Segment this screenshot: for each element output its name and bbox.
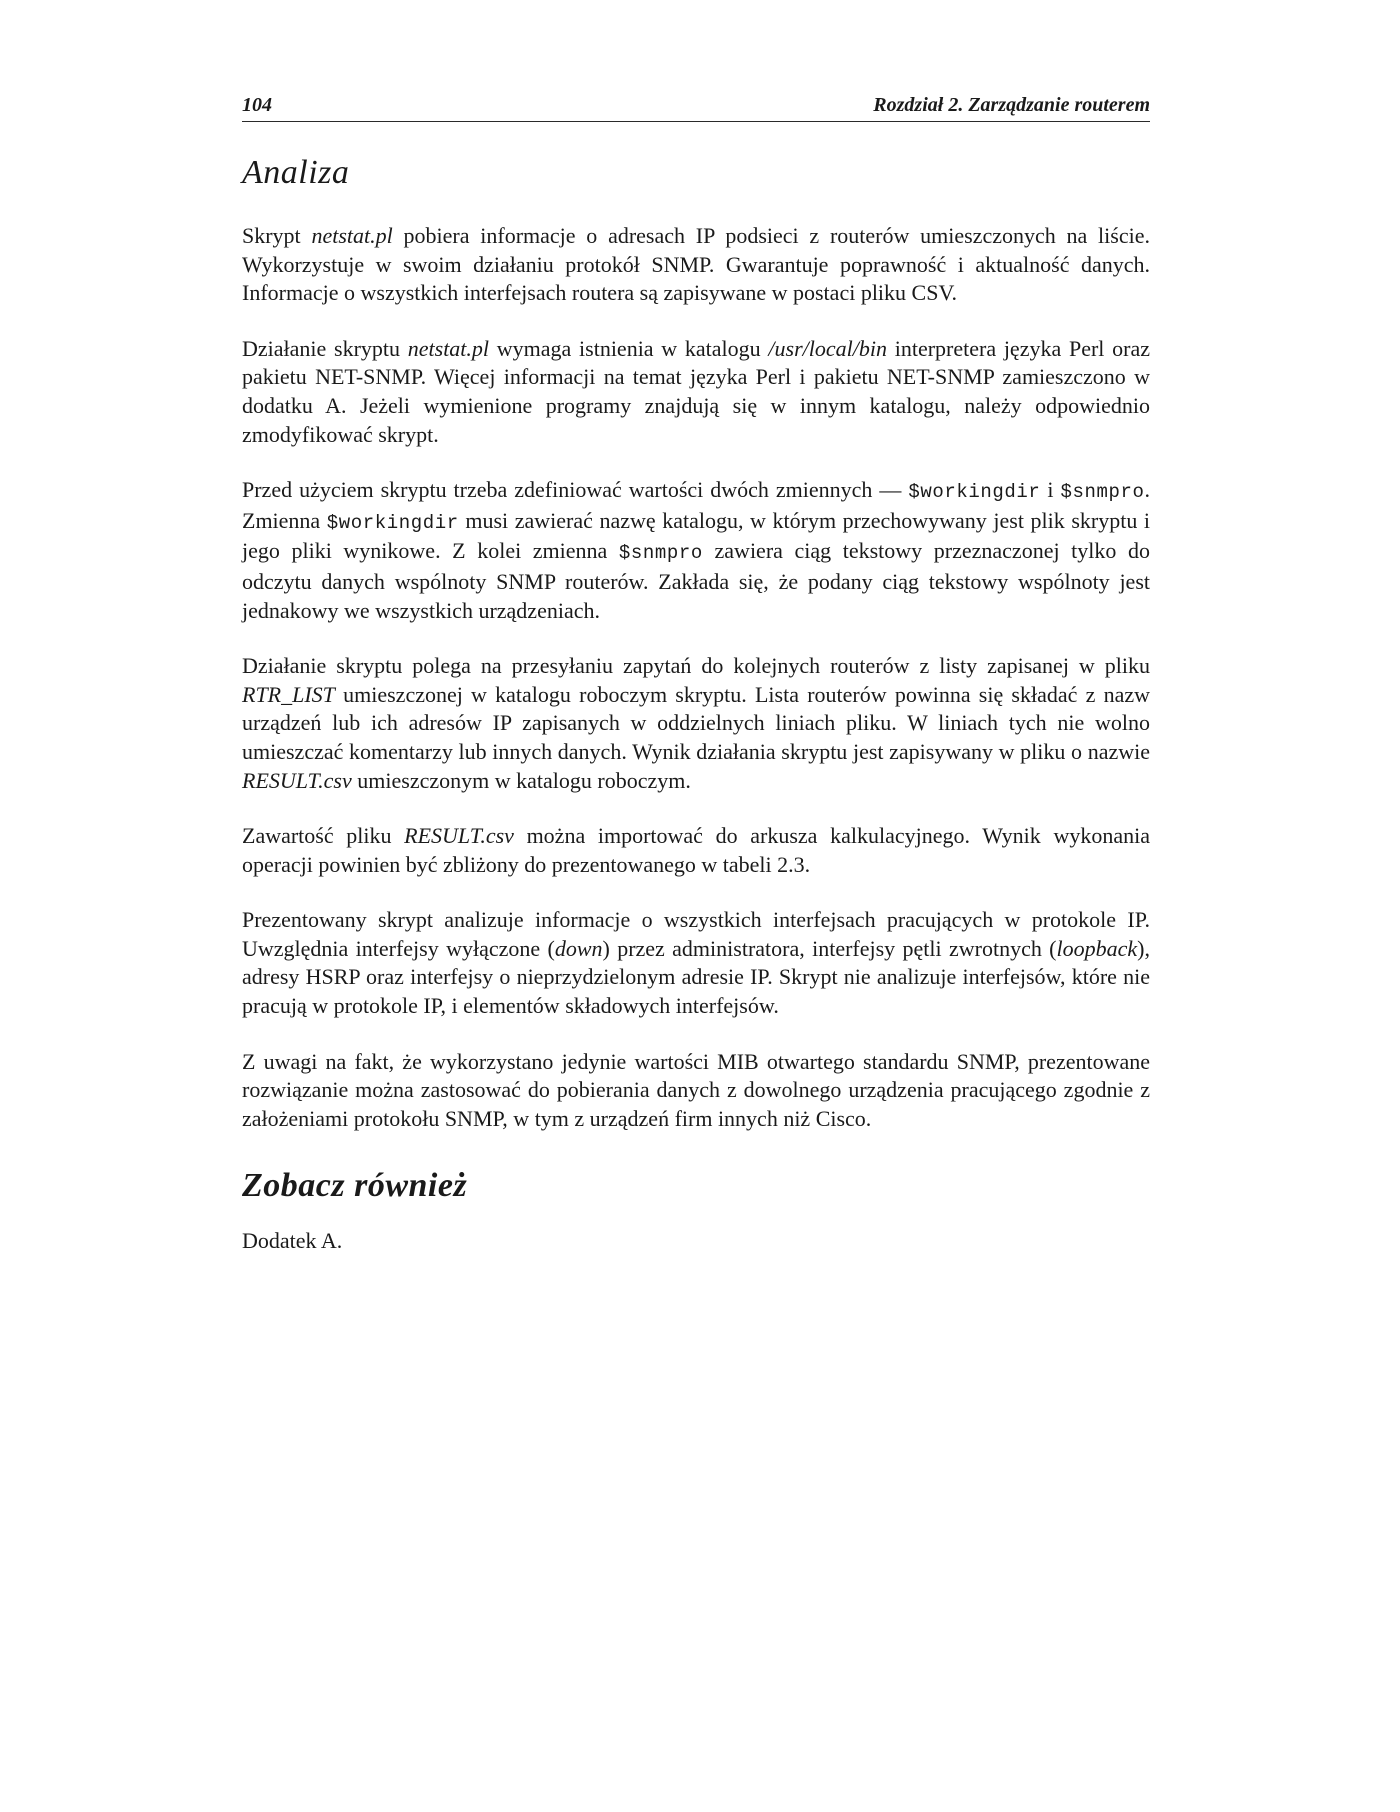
filename-netstat: netstat.pl: [311, 223, 393, 248]
see-also-text: Dodatek A.: [242, 1228, 343, 1254]
paragraph-4: Działanie skryptu polega na przesyłaniu zapytań do kolejnych routerów z listy zapisanej w pliku RTR_LIST umieszczonej w katalogu roboczym skryptu. Lista routerów powinna się składać z nazw urządzeń lub ich adresów IP zapisanych w oddzielnych liniach pliku. W liniach tych nie wolno umieszczać komentarzy lub innych danych. Wynik działania skryptu jest zapisywany w pliku o nazwie RESULT.csv umieszczonym w katalogu roboczym.: [242, 653, 1150, 793]
page-number: 104: [242, 94, 272, 116]
filename-result-csv: RESULT.csv: [404, 823, 514, 849]
filename-result-csv: RESULT.csv: [242, 767, 352, 793]
paragraph-1: Skrypt netstat.pl pobiera informacje o adresach IP podsieci z routerów umieszczonych na liście. Wykorzystuje w swoim działaniu protokół SNMP. Gwarantuje poprawność i aktualność danych. Informacje o wszystkich interfejsach routera są zapisywane w postaci pliku CSV.: [242, 223, 1150, 306]
paragraph-3: Przed użyciem skryptu trzeba zdefiniować wartości dwóch zmiennych — $workingdir i $snmpro. Zmienna $workingdir musi zawierać nazwę katalogu, w którym przechowywany jest plik skryptu i jego pliki wynikowe. Z kolei zmienna $snmpro zawiera ciąg tekstowy przeznaczonej tylko do odczytu danych wspólnoty SNMP routerów. Zakłada się, że podany ciąg tekstowy wspólnoty jest jednakowy we wszystkich urządzeniach.: [242, 477, 1151, 623]
filename-rtr-list: RTR_LIST: [242, 681, 335, 707]
variable-workingdir: $workingdir: [326, 511, 459, 534]
paragraph-6: Prezentowany skrypt analizuje informacje o wszystkich interfejsach pracujących w protokole IP. Uwzględnia interfejsy wyłączone (down) przez administratora, interfejsy pętli zwrotnych (loopback), adresy HSRP oraz interfejsy o nieprzydzielonym adresie IP. Skrypt nie analizuje interfejsów, które nie pracują w protokole IP, i elementów składowych interfejsów.: [242, 907, 1150, 1019]
chapter-title: Rozdział 2. Zarządzanie routerem: [873, 94, 1150, 116]
filename-netstat: netstat.pl: [407, 335, 490, 361]
section-heading-zobacz-rowniez: Zobacz również: [242, 1167, 468, 1205]
paragraph-7: Z uwagi na fakt, że wykorzystano jedynie wartości MIB otwartego standardu SNMP, prezentowane rozwiązanie można zastosować do pobierania danych z dowolnego urządzenia pracującego zgodnie z założeniami protokołu SNMP, w tym z urządzeń firm innych niż Cisco.: [242, 1048, 1150, 1131]
term-down: down: [554, 935, 603, 961]
section-heading-analiza: Analiza: [242, 154, 350, 191]
variable-workingdir: $workingdir: [908, 481, 1041, 504]
directory-path: /usr/local/bin: [768, 335, 887, 361]
variable-snmpro: $snmpro: [618, 542, 703, 565]
book-page: [242, 94, 1150, 1283]
running-header: [242, 94, 1150, 122]
paragraph-2: Działanie skryptu netstat.pl wymaga istnienia w katalogu /usr/local/bin interpretera języka Perl oraz pakietu NET-SNMP. Więcej informacji na temat języka Perl i pakietu NET-SNMP zamieszczono w dodatku A. Jeżeli wymienione programy znajdują się w innym katalogu, należy odpowiednio zmodyfikować skrypt.: [242, 335, 1150, 447]
paragraph-5: Zawartość pliku RESULT.csv można importować do arkusza kalkulacyjnego. Wynik wykonania operacji powinien być zbliżony do prezentowanego w tabeli 2.3.: [242, 823, 1150, 877]
term-loopback: loopback: [1056, 935, 1138, 961]
variable-snmpro: $snmpro: [1060, 481, 1145, 504]
